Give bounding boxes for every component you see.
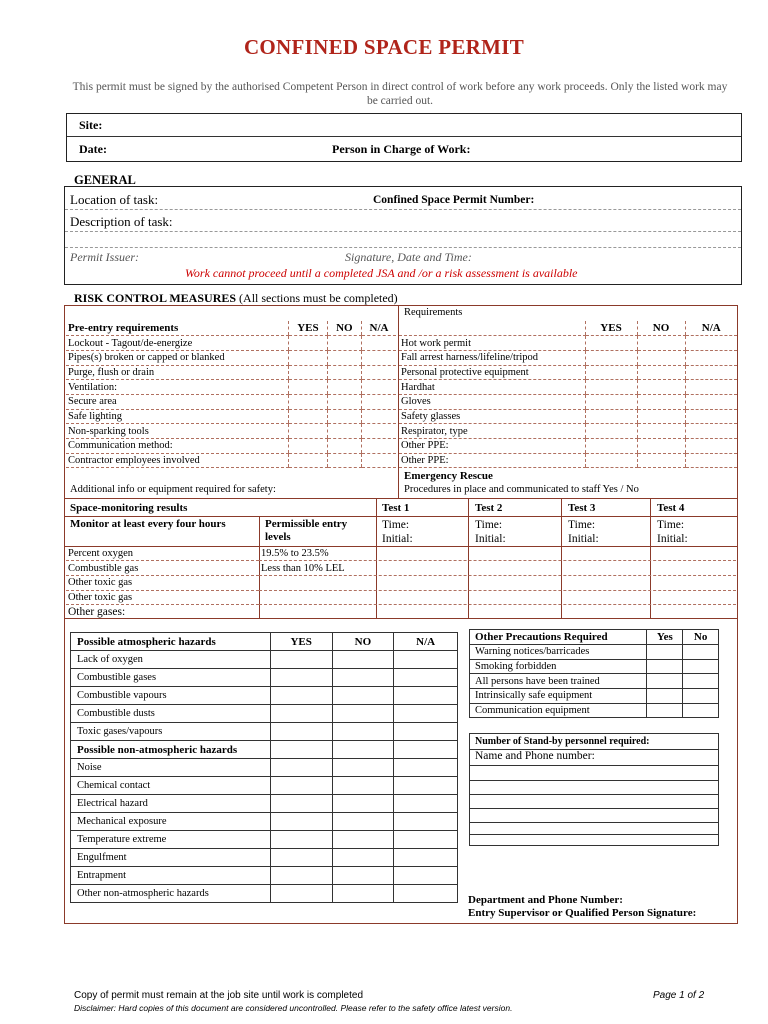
table-row: Smoking forbidden bbox=[470, 659, 647, 674]
footer-copy-note: Copy of permit must remain at the job site until work is completed bbox=[74, 990, 364, 1001]
combustible-level: Less than 10% LEL bbox=[259, 561, 736, 576]
table-row: Combustible vapours bbox=[71, 687, 271, 705]
table-row: Safety glasses bbox=[399, 409, 585, 424]
pre-na-col: N/A bbox=[362, 321, 396, 336]
table-row: Communication equipment bbox=[470, 703, 647, 718]
prec-yes-col: Yes bbox=[647, 630, 683, 645]
table-row: Communication method: bbox=[66, 439, 289, 454]
permit-issuer-label: Permit Issuer: bbox=[70, 250, 139, 264]
table-row: Hot work permit bbox=[399, 336, 585, 351]
table-row: Other PPE: bbox=[399, 439, 585, 454]
monitoring-table bbox=[66, 546, 736, 619]
pre-entry-table bbox=[66, 321, 396, 468]
permissible-levels-label: Permissible entry levels bbox=[265, 518, 348, 543]
table-row: Other toxic gas bbox=[66, 590, 259, 605]
test-2-time: Time: bbox=[475, 519, 503, 531]
atm-hazards-header: Possible atmospheric hazards bbox=[71, 633, 271, 651]
table-row: Ventilation: bbox=[66, 380, 289, 395]
table-row: Lockout - Tagout/de-energize bbox=[66, 336, 289, 351]
test-4-label: Test 4 bbox=[657, 502, 685, 514]
req-na-col: N/A bbox=[685, 321, 737, 336]
table-row: Temperature extreme bbox=[71, 831, 271, 849]
precautions-header: Other Precautions Required bbox=[470, 630, 647, 645]
pre-yes-col: YES bbox=[289, 321, 327, 336]
haz-yes-col: YES bbox=[270, 633, 332, 651]
table-row: Lack of oxygen bbox=[71, 651, 271, 669]
test-2-label: Test 2 bbox=[475, 502, 503, 514]
emergency-rescue-text: Procedures in place and communicated to staff Yes / No bbox=[404, 484, 639, 495]
monitor-frequency-label: Monitor at least every four hours bbox=[70, 518, 226, 530]
intro-text: This permit must be signed by the authorised Competent Person in direct control of work before any work proceeds. Only the listed work may be carried out. bbox=[72, 81, 728, 107]
emergency-rescue-heading: Emergency Rescue bbox=[404, 470, 493, 482]
general-heading: GENERAL bbox=[74, 173, 136, 187]
table-row: Personal protective equipment bbox=[399, 365, 585, 380]
test-2-initial: Initial: bbox=[475, 533, 506, 545]
test-1-label: Test 1 bbox=[382, 502, 410, 514]
test-3-initial: Initial: bbox=[568, 533, 599, 545]
table-row: Respirator, type bbox=[399, 424, 585, 439]
table-row: Other non-atmospheric hazards bbox=[71, 885, 271, 903]
footer-disclaimer: Disclaimer: Hard copies of this document are considered uncontrolled. Please refer to the safety office latest version. bbox=[74, 1003, 513, 1013]
jsa-warning: Work cannot proceed until a completed JSA and /or a risk assessment is available bbox=[185, 266, 578, 280]
standby-box bbox=[469, 733, 719, 846]
table-row: Intrinsically safe equipment bbox=[470, 689, 647, 704]
table-row: Gloves bbox=[399, 394, 585, 409]
space-monitoring-heading: Space-monitoring results bbox=[70, 502, 188, 514]
non-atm-hazards-header: Possible non-atmospheric hazards bbox=[71, 741, 271, 759]
table-row: Other gases: bbox=[68, 606, 126, 619]
table-row: Combustible dusts bbox=[71, 705, 271, 723]
prec-no-col: No bbox=[683, 630, 719, 645]
haz-no-col: NO bbox=[332, 633, 394, 651]
table-row: Toxic gases/vapours bbox=[71, 723, 271, 741]
general-box bbox=[64, 186, 742, 285]
table-row: Percent oxygen bbox=[66, 546, 259, 561]
standby-header: Number of Stand-by personnel required: bbox=[475, 736, 650, 747]
table-row: Warning notices/barricades bbox=[470, 645, 647, 660]
table-row: Other PPE: bbox=[399, 453, 585, 468]
name-phone-label: Name and Phone number: bbox=[475, 750, 595, 762]
signature-label: Signature, Date and Time: bbox=[345, 250, 472, 264]
risk-note: (All sections must be completed) bbox=[239, 291, 398, 305]
table-row: Mechanical exposure bbox=[71, 813, 271, 831]
table-row: Electrical hazard bbox=[71, 795, 271, 813]
haz-na-col: N/A bbox=[394, 633, 458, 651]
page-number: Page 1 of 2 bbox=[653, 990, 705, 1001]
requirements-table bbox=[399, 321, 737, 468]
precautions-table bbox=[469, 629, 719, 718]
oxygen-level: 19.5% to 23.5% bbox=[259, 546, 736, 561]
table-row: Contractor employees involved bbox=[66, 453, 289, 468]
test-3-label: Test 3 bbox=[568, 502, 596, 514]
test-3-time: Time: bbox=[568, 519, 596, 531]
additional-info-label: Additional info or equipment required for safety: bbox=[70, 484, 276, 495]
requirements-label: Requirements bbox=[404, 307, 463, 318]
site-label: Site: bbox=[79, 118, 103, 132]
table-row: Combustible gas bbox=[66, 561, 259, 576]
req-yes-col: YES bbox=[585, 321, 637, 336]
page-title: CONFINED SPACE PERMIT bbox=[243, 35, 525, 59]
table-row: All persons have been trained bbox=[470, 674, 647, 689]
person-in-charge-label: Person in Charge of Work: bbox=[332, 142, 471, 156]
risk-heading: RISK CONTROL MEASURES bbox=[74, 291, 237, 305]
hazards-table bbox=[70, 632, 458, 903]
risk-heading-line bbox=[74, 291, 398, 306]
test-1-initial: Initial: bbox=[382, 533, 413, 545]
table-row: Pipes(s) broken or capped or blanked bbox=[66, 350, 289, 365]
test-1-time: Time: bbox=[382, 519, 410, 531]
table-row: Noise bbox=[71, 759, 271, 777]
table-row: Safe lighting bbox=[66, 409, 289, 424]
table-row: Secure area bbox=[66, 394, 289, 409]
permit-number-label: Confined Space Permit Number: bbox=[373, 194, 535, 206]
req-no-col: NO bbox=[637, 321, 685, 336]
location-label: Location of task: bbox=[70, 192, 159, 207]
test-4-time: Time: bbox=[657, 519, 685, 531]
site-box bbox=[66, 113, 742, 162]
date-label: Date: bbox=[79, 142, 107, 156]
table-row: Engulfment bbox=[71, 849, 271, 867]
description-label: Description of task: bbox=[70, 214, 173, 229]
pre-no-col: NO bbox=[327, 321, 361, 336]
table-row: Entrapment bbox=[71, 867, 271, 885]
table-row: Combustible gases bbox=[71, 669, 271, 687]
table-row: Non-sparking tools bbox=[66, 424, 289, 439]
pre-entry-header: Pre-entry requirements bbox=[66, 321, 289, 336]
table-row: Purge, flush or drain bbox=[66, 365, 289, 380]
entry-supervisor-signature-label: Entry Supervisor or Qualified Person Signature: bbox=[468, 907, 697, 919]
table-row: Hardhat bbox=[399, 380, 585, 395]
table-row: Fall arrest harness/lifeline/tripod bbox=[399, 350, 585, 365]
table-row: Chemical contact bbox=[71, 777, 271, 795]
table-row: Other toxic gas bbox=[66, 575, 259, 590]
test-4-initial: Initial: bbox=[657, 533, 688, 545]
department-phone-label: Department and Phone Number: bbox=[468, 894, 623, 906]
